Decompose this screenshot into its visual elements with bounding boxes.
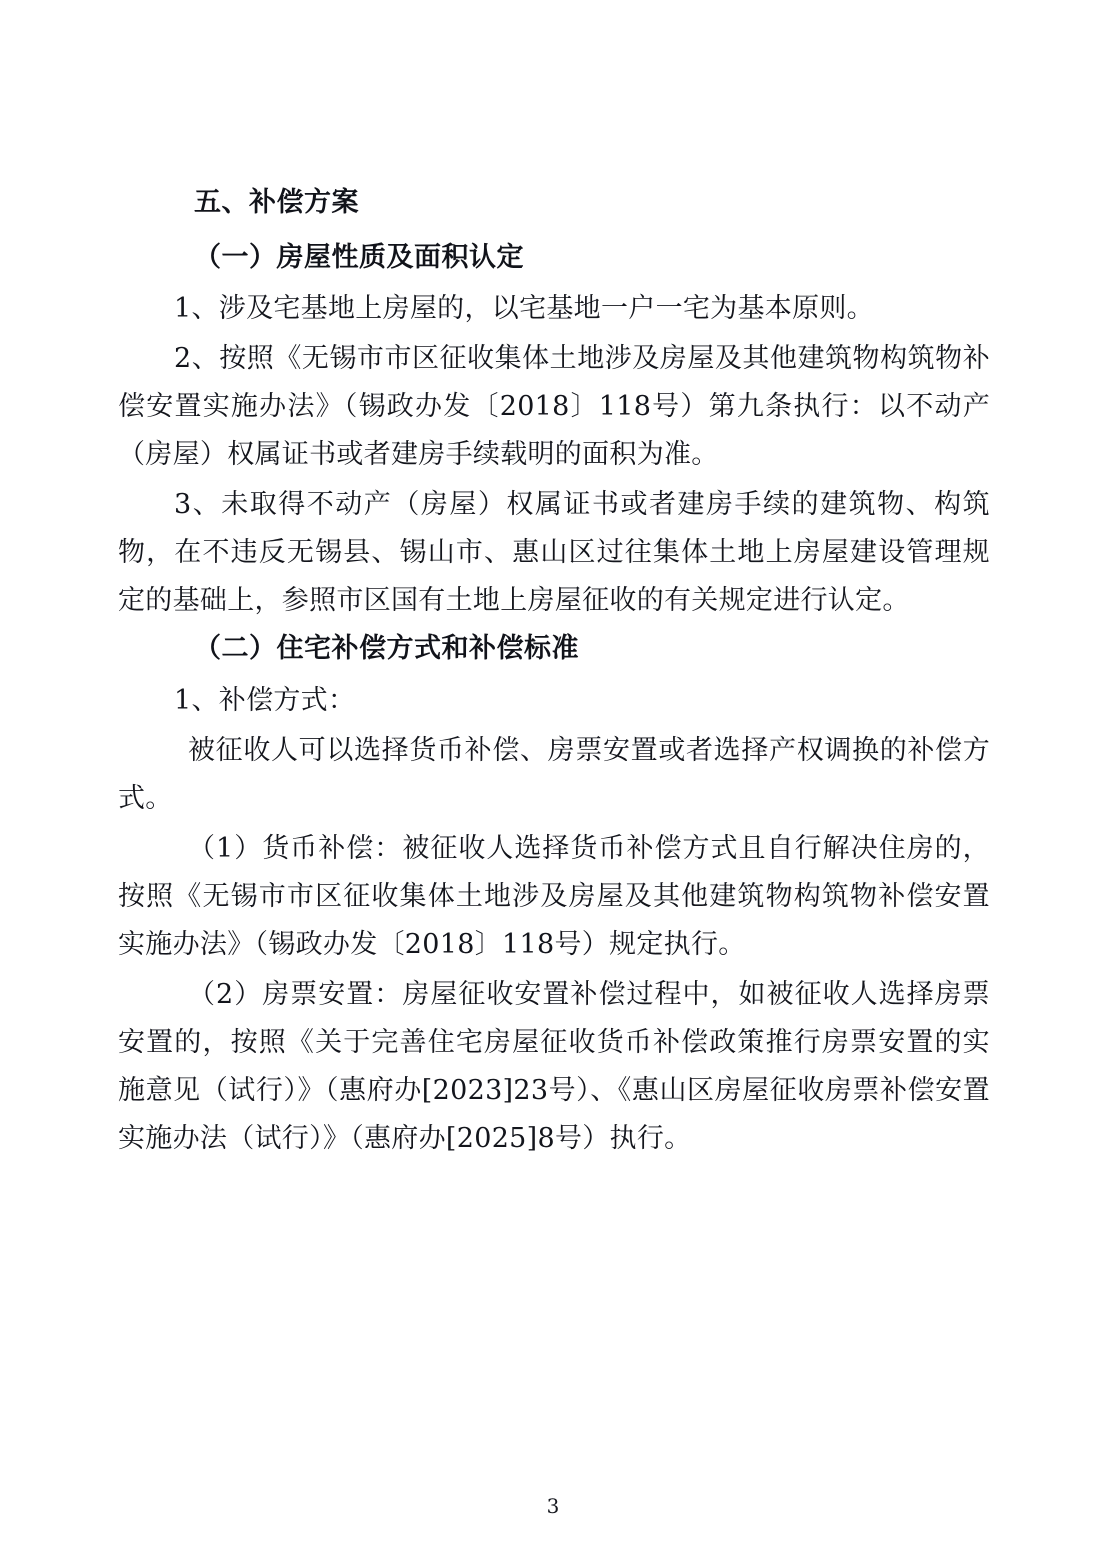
paragraph-2-1: 1、补偿方式： bbox=[174, 684, 356, 716]
paragraph-2-3: （1）货币补偿：被征收人选择货币补偿方式且自行解决住房的，按照《无锡市市区征收集体土地涉及房屋及其他建筑物构筑物补偿安置实施办法》（锡政办发〔2018〕118号）规定执行。 bbox=[118, 832, 990, 960]
section-heading: 五、补偿方案 bbox=[194, 187, 359, 218]
paragraph-2-2: 被征收人可以选择货币补偿、房票安置或者选择产权调换的补偿方式。 bbox=[118, 734, 990, 814]
paragraph-1-2: 2、按照《无锡市市区征收集体土地涉及房屋及其他建筑物构筑物补偿安置实施办法》（锡政办发〔2018〕118号）第九条执行：以不动产（房屋）权属证书或者建房手续载明的面积为准。 bbox=[118, 343, 990, 471]
paragraph-2-4: （2）房票安置：房屋征收安置补偿过程中，如被征收人选择房票安置的，按照《关于完善住宅房屋征收货币补偿政策推行房票安置的实施意见（试行）》（惠府办[2023]23号）、《惠山区房屋征收房票补偿安置实施办法（试行）》（惠府办[2025]8号）执行。 bbox=[118, 978, 990, 1154]
subsection-1-heading: （一）房屋性质及面积认定 bbox=[194, 241, 524, 273]
subsection-2-heading: （二）住宅补偿方式和补偿标准 bbox=[194, 633, 579, 665]
paragraph-1-1: 1、涉及宅基地上房屋的，以宅基地一户一宅为基本原则。 bbox=[174, 293, 874, 325]
document-body bbox=[118, 182, 990, 1165]
page-number: 3 bbox=[546, 1494, 560, 1518]
paragraph-1-3: 3、未取得不动产（房屋）权属证书或者建房手续的建筑物、构筑物，在不违反无锡县、锡山市、惠山区过往集体土地上房屋建设管理规定的基础上，参照市区国有土地上房屋征收的有关规定进行认定。 bbox=[118, 489, 990, 617]
